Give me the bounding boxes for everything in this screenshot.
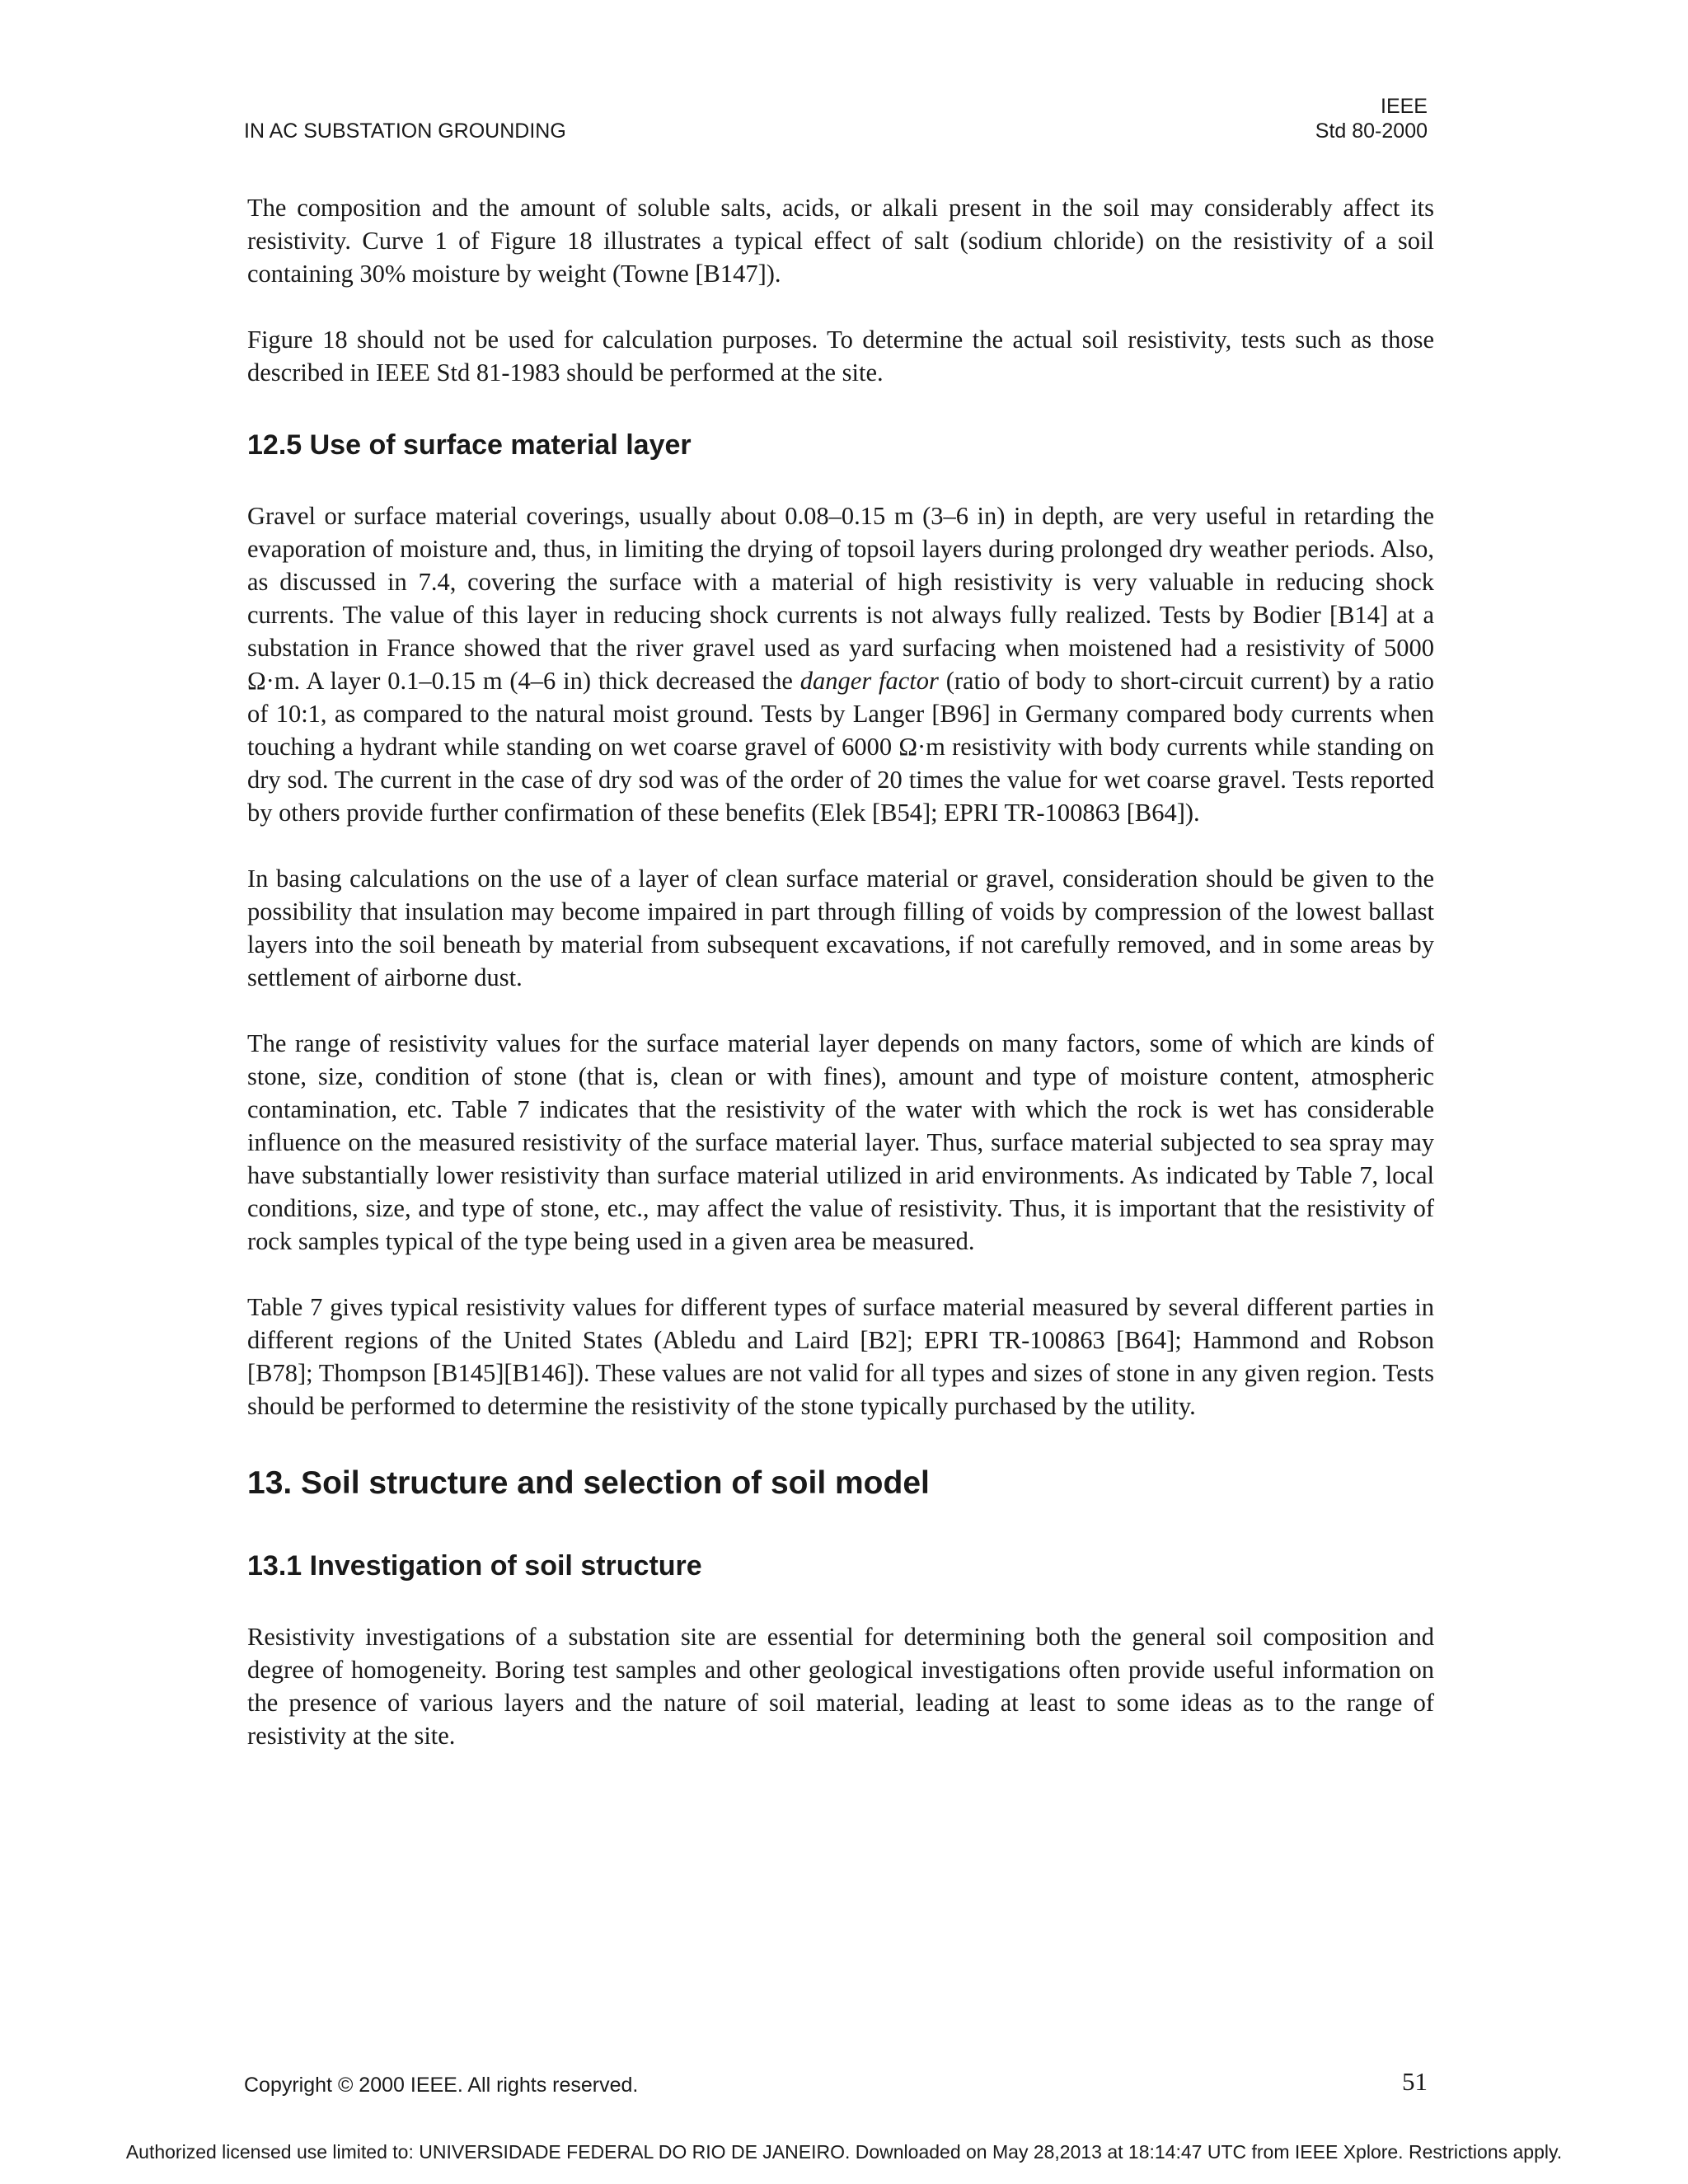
gravel-text-part-1: Gravel or surface material coverings, usually about 0.08–0.15 m (3–6 in) in depth, are very useful in retarding the evaporation of moisture and, thus, in limiting the drying of topsoil layers during prolonged dry weather periods. Also, as discussed in 7.4, covering the surface with a material of high resistivity is very valuable in reducing shock currents. The value of this layer in reducing shock currents is not always fully realized. Tests by Bodier [B14] at a substation in France showed that the river gravel used as yard surfacing when moistened had a resistivity of 5000 Ω·m. A layer 0.1–0.15 m (4–6 in) thick decreased the: [247, 502, 1434, 695]
running-header-title: IN AC SUBSTATION GROUNDING: [244, 120, 566, 143]
paragraph-insulation-impaired: In basing calculations on the use of a layer of clean surface material or gravel, consideration should be given to the possibility that insulation may become impaired in part through filling of voids by compression of the lowest ballast layers into the soil beneath by material from subsequent excavations, if not carefully removed, and in some areas by settlement of airborne dust.: [247, 865, 1434, 991]
page-number: 51: [1402, 2067, 1428, 2096]
paragraph-soluble-salts: The composition and the amount of soluble salts, acids, or alkali present in the soil may considerably affect its resistivity. Curve 1 of Figure 18 illustrates a typical effect of salt (sodium chloride) on the resistivity of a soil containing 30% moisture by weight (Towne [B147]).: [247, 194, 1434, 288]
section-heading-13: 13. Soil structure and selection of soil model: [247, 1465, 930, 1501]
section-heading-12-5: 12.5 Use of surface material layer: [247, 429, 692, 461]
page-body: [247, 191, 1434, 1785]
gravel-text-emphasis: danger factor: [799, 667, 939, 695]
license-notice: Authorized licensed use limited to: UNIVERSIDADE FEDERAL DO RIO DE JANEIRO. Downloaded on May 28,2013 at 18:14:47 UTC from IEEE Xplore. Restrictions apply.: [125, 2141, 1563, 2163]
section-heading-13-1: 13.1 Investigation of soil structure: [247, 1550, 702, 1582]
header-ieee: IEEE: [1381, 95, 1428, 118]
paragraph-figure-18-note: Figure 18 should not be used for calculation purposes. To determine the actual soil resistivity, tests such as those described in IEEE Std 81-1983 should be performed at the site.: [247, 326, 1434, 387]
paragraph-soil-investigation: Resistivity investigations of a substation site are essential for determining both the general soil composition and degree of homogeneity. Boring test samples and other geological investigations often provide useful information on the presence of various layers and the nature of soil material, leading at least to some ideas as to the range of resistivity at the site.: [247, 1623, 1434, 1750]
paragraph-resistivity-range: The range of resistivity values for the surface material layer depends on many factors, some of which are kinds of stone, size, condition of stone (that is, clean or with fines), amount and type of moisture content, atmospheric contamination, etc. Table 7 indicates that the resistivity of the water with which the rock is wet has considerable influence on the measured resistivity of the surface material layer. Thus, surface material subjected to sea spray may have substantially lower resistivity than surface material utilized in arid environments. As indicated by Table 7, local conditions, size, and type of stone, etc., may affect the value of resistivity. Thus, it is important that the resistivity of rock samples typical of the type being used in a given area be measured.: [247, 1029, 1434, 1255]
paragraph-table-7: Table 7 gives typical resistivity values for different types of surface material measured by several different parties in different regions of the United States (Abledu and Laird [B2]; EPRI TR-100863 [B64]; Hammond and Robson [B78]; Thompson [B145][B146]). These values are not valid for all types and sizes of stone in any given region. Tests should be performed to determine the resistivity of the stone typically purchased by the utility.: [247, 1293, 1434, 1420]
running-header-standard: [1315, 94, 1428, 143]
gravel-text-part-2: (ratio of body to short-circuit current) by a ratio of 10:1, as compared to the natural moist ground. Tests by Langer [B96] in Germany compared body currents when touching a hydrant while standing on wet coarse gravel of 6000 Ω·m resistivity with body currents while standing on dry sod. The current in the case of dry sod was of the order of 20 times the value for wet coarse gravel. Tests reported by others provide further confirmation of these benefits (Elek [B54]; EPRI TR-100863 [B64]).: [247, 667, 1435, 827]
footer-copyright: Copyright © 2000 IEEE. All rights reserved.: [244, 2074, 639, 2097]
header-std-number: Std 80-2000: [1315, 120, 1428, 143]
paragraph-gravel-coverings: [247, 499, 1434, 829]
